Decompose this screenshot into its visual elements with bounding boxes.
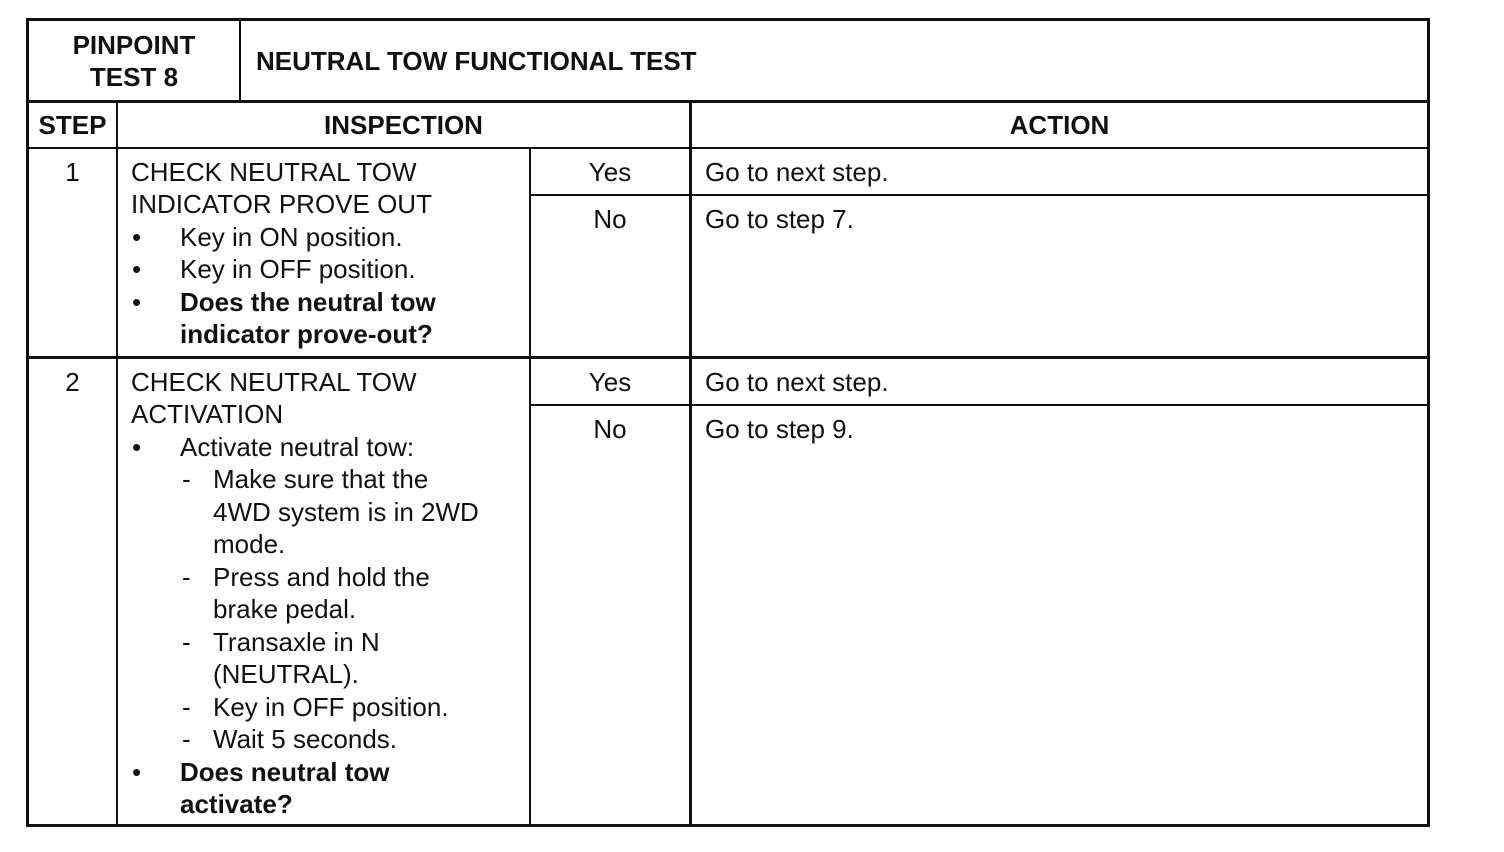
step2-check-line1: CHECK NEUTRAL TOW (131, 367, 417, 397)
step2-question-marker: • (132, 757, 142, 787)
column-header-step: STEP (38, 110, 107, 140)
step1-bullet-2: Key in OFF position. (180, 254, 416, 284)
column-header-inspection: INSPECTION (324, 110, 483, 140)
step-divider (29, 356, 1427, 359)
step2-yes-divider (531, 404, 1427, 406)
step2-sub3-line2: (NEUTRAL). (213, 659, 359, 689)
step1-number: 1 (65, 157, 80, 187)
step2-sub2-line1: Press and hold the (213, 562, 430, 592)
step1-yes-action: Go to next step. (705, 157, 889, 187)
step1-yes-label: Yes (588, 157, 632, 187)
step2-sub3-line1: Transaxle in N (213, 627, 380, 657)
step1-bullet-1-marker: • (132, 222, 142, 252)
pinpoint-label-line1: PINPOINT (72, 30, 196, 60)
answer-column-divider (529, 149, 531, 824)
step2-number: 2 (65, 367, 80, 397)
step2-question-line2: activate? (180, 789, 293, 819)
step2-sub3-dash: - (182, 627, 191, 657)
step2-sub4-dash: - (182, 692, 191, 722)
step2-sub1-line2: 4WD system is in 2WD (213, 497, 479, 527)
step2-sub1-line3: mode. (213, 529, 286, 559)
step2-yes-label: Yes (588, 367, 632, 397)
step1-bullet-2-marker: • (132, 254, 142, 284)
column-header-divider (29, 147, 1427, 149)
step2-sub5-dash: - (182, 724, 191, 754)
step2-no-label: No (593, 414, 627, 444)
step2-bullet-marker: • (132, 432, 142, 462)
step1-question-marker: • (132, 287, 142, 317)
step1-no-label: No (593, 204, 627, 234)
step2-sub5-line1: Wait 5 seconds. (213, 724, 398, 754)
action-column-divider (689, 101, 692, 824)
step1-no-action: Go to step 7. (705, 204, 854, 234)
step1-check-line2: INDICATOR PROVE OUT (131, 189, 432, 219)
column-header-action: ACTION (1009, 110, 1110, 140)
pinpoint-label-line2: TEST 8 (89, 62, 179, 92)
step1-bullet-1: Key in ON position. (180, 222, 403, 252)
step2-sub2-line2: brake pedal. (213, 594, 357, 624)
test-title: NEUTRAL TOW FUNCTIONAL TEST (256, 46, 697, 76)
step1-yes-divider (531, 194, 1427, 196)
step-column-divider (116, 101, 118, 824)
step2-question-line1: Does neutral tow (180, 757, 390, 787)
header-title-divider (239, 21, 241, 101)
step2-check-line2: ACTIVATION (131, 399, 284, 429)
step2-yes-action: Go to next step. (705, 367, 889, 397)
pinpoint-test-table (26, 18, 1430, 827)
step2-sub1-line1: Make sure that the (213, 464, 429, 494)
step2-sub2-dash: - (182, 562, 191, 592)
step1-check-line1: CHECK NEUTRAL TOW (131, 157, 417, 187)
step1-question-line2: indicator prove-out? (180, 319, 433, 349)
step2-sub1-dash: - (182, 464, 191, 494)
step2-no-action: Go to step 9. (705, 414, 854, 444)
step1-question-line1: Does the neutral tow (180, 287, 436, 317)
step2-bullet-main: Activate neutral tow: (180, 432, 415, 462)
step2-sub4-line1: Key in OFF position. (213, 692, 449, 722)
